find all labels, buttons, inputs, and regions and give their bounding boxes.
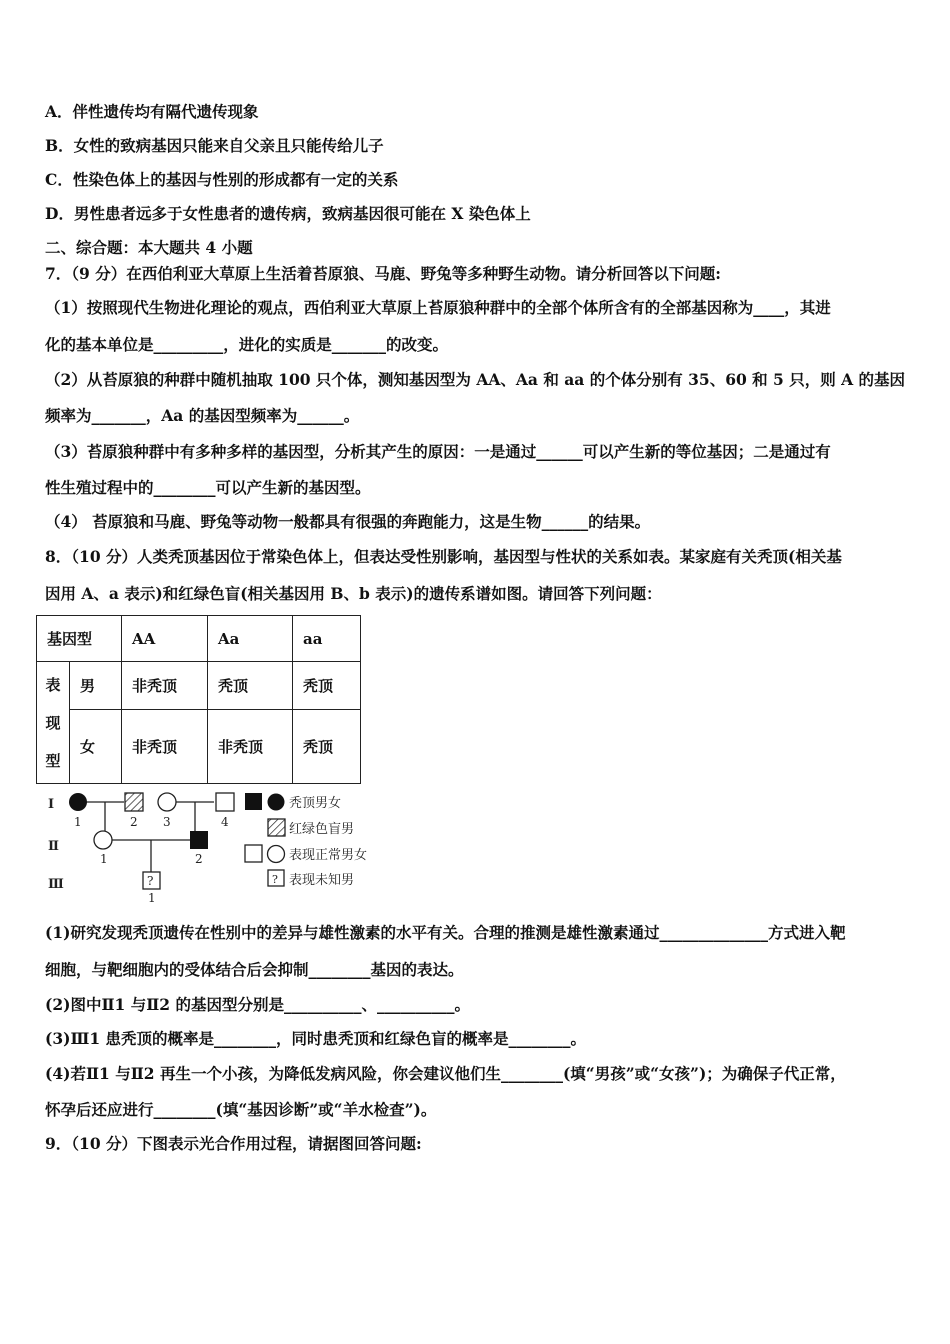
individual-number: 3 — [163, 815, 171, 829]
legend-label: 表现正常男女 — [289, 848, 368, 863]
q7-part3-line1: （3）苔原狼种群中有多种多样的基因型，分析其产生的原因：一是通过______可以产生新的等位基因；二是通过有 — [45, 442, 831, 461]
row-label-phenotype — [37, 662, 70, 784]
option-d: D．男性患者远多于女性患者的遗传病，致病基因很可能在 X 染色体上 — [45, 204, 531, 223]
individual-number: 1 — [148, 891, 156, 905]
q7-part2-line1: （2）从苔原狼的种群中随机抽取 100 只个体，测知基因型为 AA、Aa 和 aa 的个体分别有 35、60 和 5 只，则 A 的基因 — [45, 370, 906, 389]
q8-part4-line2: 怀孕后还应进行________(填“基因诊断”或“羊水检查”)。 — [45, 1100, 437, 1119]
option-b: B．女性的致病基因只能来自父亲且只能传给儿子 — [45, 136, 384, 155]
legend-normal-male-symbol — [245, 845, 262, 862]
q8-part1-line2: 细胞，与靶细胞内的受体结合后会抑制________基因的表达。 — [45, 960, 464, 979]
ii1-normal-female — [94, 831, 112, 849]
individual-number: 4 — [221, 815, 229, 829]
legend-unknown-mark: ? — [272, 873, 278, 886]
i1-affected-female — [69, 793, 87, 811]
q8-part3: (3)Ⅲ1 患秃顶的概率是________，同时患秃顶和红绿色盲的概率是________。 — [45, 1029, 587, 1048]
q9-stem: 9．（10 分）下图表示光合作用过程，请据图回答问题: — [45, 1134, 422, 1153]
option-c: C．性染色体上的基因与性别的形成都有一定的关系 — [45, 170, 399, 189]
table-cell: 女 — [70, 710, 122, 784]
row-label-char: 现 — [45, 713, 61, 732]
option-a: A．伴性遗传均有隔代遗传现象 — [45, 102, 259, 121]
gen-label-2: Ⅱ — [48, 839, 59, 854]
q7-part1-line1: （1）按照现代生物进化理论的观点，西伯利亚大草原上苔原狼种群中的全部个体所含有的全部基因称为____，其进 — [45, 298, 831, 317]
table-header-cell: Aa — [208, 616, 293, 662]
gen-label-3: Ⅲ — [48, 877, 64, 892]
table-header-cell: aa — [293, 616, 361, 662]
table-cell: 秃顶 — [208, 662, 293, 710]
table-cell: 男 — [70, 662, 122, 710]
q7-part2-line2: 频率为_______，Aa 的基因型频率为______。 — [45, 406, 360, 425]
i3-normal-female — [158, 793, 176, 811]
individual-number: 2 — [195, 852, 203, 866]
legend-affected-female-symbol — [268, 794, 285, 811]
i2-colorblind-male — [125, 793, 143, 811]
legend-normal-female-symbol — [268, 846, 285, 863]
table-cell: 秃顶 — [293, 662, 361, 710]
section-title: 二、综合题：本大题共 4 小题 — [45, 238, 253, 257]
i4-normal-male — [216, 793, 234, 811]
q8-stem-line2: 因用 A、a 表示)和红绿色盲(相关基因用 B、b 表示)的遗传系谱如图。请回答下列问题： — [45, 584, 662, 603]
legend-label: 表现未知男 — [289, 873, 355, 888]
legend-affected-male-symbol — [245, 793, 262, 810]
q7-part3-line2: 性生殖过程中的________可以产生新的基因型。 — [45, 478, 371, 497]
pedigree-diagram — [40, 788, 400, 910]
q7-stem: 7．（9 分）在西伯利亚大草原上生活着苔原狼、马鹿、野兔等多种野生动物。请分析回答以下问题: — [45, 264, 721, 283]
q8-part2: (2)图中Ⅱ1 与Ⅱ2 的基因型分别是__________、__________。 — [45, 995, 470, 1014]
q7-part1-line2: 化的基本单位是_________，进化的实质是_______的改变。 — [45, 335, 449, 354]
row-label-char: 表 — [45, 675, 61, 694]
legend-label: 红绿色盲男 — [289, 822, 355, 837]
table-header-cell: 基因型 — [37, 616, 122, 662]
table-cell: 非秃顶 — [208, 710, 293, 784]
unknown-mark: ? — [147, 874, 154, 888]
gen-label-1: Ⅰ — [48, 797, 55, 812]
legend-label: 秃顶男女 — [289, 796, 342, 811]
legend-colorblind-symbol — [268, 819, 285, 836]
table-cell: 非秃顶 — [122, 710, 208, 784]
q8-part4-line1: (4)若Ⅱ1 与Ⅱ2 再生一个小孩，为降低发病风险，你会建议他们生________(填“男孩”或“女孩”)；为确保子代正常， — [45, 1064, 846, 1083]
individual-number: 2 — [130, 815, 138, 829]
table-cell: 秃顶 — [293, 710, 361, 784]
table-cell: 非秃顶 — [122, 662, 208, 710]
q8-stem-line1: 8．（10 分）人类秃顶基因位于常染色体上，但表达受性别影响，基因型与性状的关系如表。某家庭有关秃顶(相关基 — [45, 547, 842, 566]
genotype-table — [36, 615, 361, 784]
row-label-char: 型 — [45, 751, 61, 770]
ii2-affected-male — [190, 831, 208, 849]
q7-part4: （4） 苔原狼和马鹿、野兔等动物一般都具有很强的奔跑能力，这是生物______的结果。 — [45, 512, 651, 531]
individual-number: 1 — [74, 815, 82, 829]
table-header-cell: AA — [122, 616, 208, 662]
q8-part1-line1: (1)研究发现秃顶遗传在性别中的差异与雄性激素的水平有关。合理的推测是雄性激素通过______________方式进入靶 — [45, 923, 846, 942]
individual-number: 1 — [100, 852, 108, 866]
